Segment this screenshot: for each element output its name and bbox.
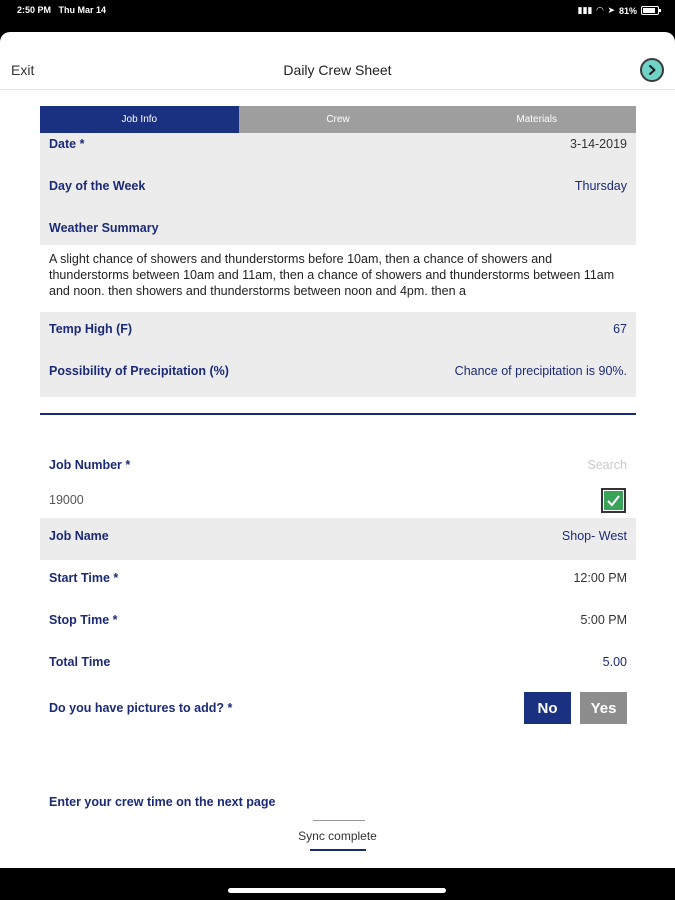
weather-panel-bottom: [40, 312, 636, 397]
wifi-icon: ◠: [596, 5, 604, 15]
temp-high-value: 67: [613, 322, 627, 336]
status-bar: [0, 0, 675, 32]
location-icon: ➤: [607, 5, 615, 15]
stop-time-label: Stop Time *: [49, 613, 118, 627]
pictures-question-label: Do you have pictures to add? *: [49, 701, 233, 715]
tab-crew[interactable]: Crew: [239, 106, 438, 133]
start-time-label: Start Time *: [49, 571, 119, 585]
next-page-button[interactable]: [640, 58, 664, 82]
yes-button[interactable]: Yes: [580, 692, 627, 724]
battery-icon: [641, 6, 659, 15]
arrow-right-icon: [646, 64, 658, 76]
job-number-label: Job Number *: [49, 458, 131, 472]
status-time: 2:50 PM Thu Mar 14: [17, 5, 107, 15]
next-page-note: Enter your crew time on the next page: [49, 795, 276, 809]
navigation-bar: [0, 32, 675, 90]
total-time-label: Total Time: [49, 655, 111, 669]
weather-summary-text: A slight chance of showers and thunderstorms before 10am, then a chance of showers and thunderstorms between 10am and 11am, then a chance of showers and thunderstorms between 11am and noon. then showers and thunderstorms between noon and 4pm. then a: [49, 252, 615, 298]
temp-high-label: Temp High (F): [49, 322, 133, 336]
weather-panel-top: [40, 133, 636, 245]
job-search-input[interactable]: Search: [587, 458, 627, 472]
precipitation-label: Possibility of Precipitation (%): [49, 364, 229, 378]
job-name-label: Job Name: [49, 529, 109, 543]
sync-divider: [313, 820, 365, 821]
job-name-row: [40, 518, 636, 560]
date-label: Date *: [49, 137, 85, 151]
job-name-value[interactable]: Shop- West: [561, 529, 627, 543]
job-number-checkbox[interactable]: [601, 488, 626, 513]
home-area: [0, 868, 675, 900]
app-screen: [0, 32, 675, 868]
tab-materials[interactable]: Materials: [437, 106, 636, 133]
day-of-week-value: Thursday: [574, 179, 627, 193]
section-divider: [40, 413, 636, 415]
total-time-value: 5.00: [602, 655, 627, 669]
exit-button[interactable]: Exit: [11, 62, 35, 78]
status-indicators: [578, 5, 659, 16]
tab-bar: [40, 106, 636, 133]
day-of-week-label: Day of the Week: [49, 179, 146, 193]
date-value[interactable]: 3-14-2019: [570, 137, 627, 151]
checkmark-icon: [604, 491, 623, 510]
no-button[interactable]: No: [524, 692, 571, 724]
sync-status: Sync complete: [298, 829, 377, 843]
home-indicator[interactable]: [228, 888, 446, 893]
job-number-value: 19000: [49, 493, 84, 507]
sync-underline: [310, 849, 366, 851]
precipitation-value: Chance of precipitation is 90%.: [454, 364, 627, 378]
start-time-value[interactable]: 12:00 PM: [573, 571, 627, 585]
battery-percent: 81%: [618, 5, 637, 16]
weather-summary-label: Weather Summary: [49, 221, 159, 235]
signal-icon: ▮▮▮: [577, 5, 593, 15]
tab-job-info[interactable]: Job Info: [40, 106, 239, 133]
stop-time-value[interactable]: 5:00 PM: [580, 613, 627, 627]
page-title: Daily Crew Sheet: [283, 62, 392, 78]
